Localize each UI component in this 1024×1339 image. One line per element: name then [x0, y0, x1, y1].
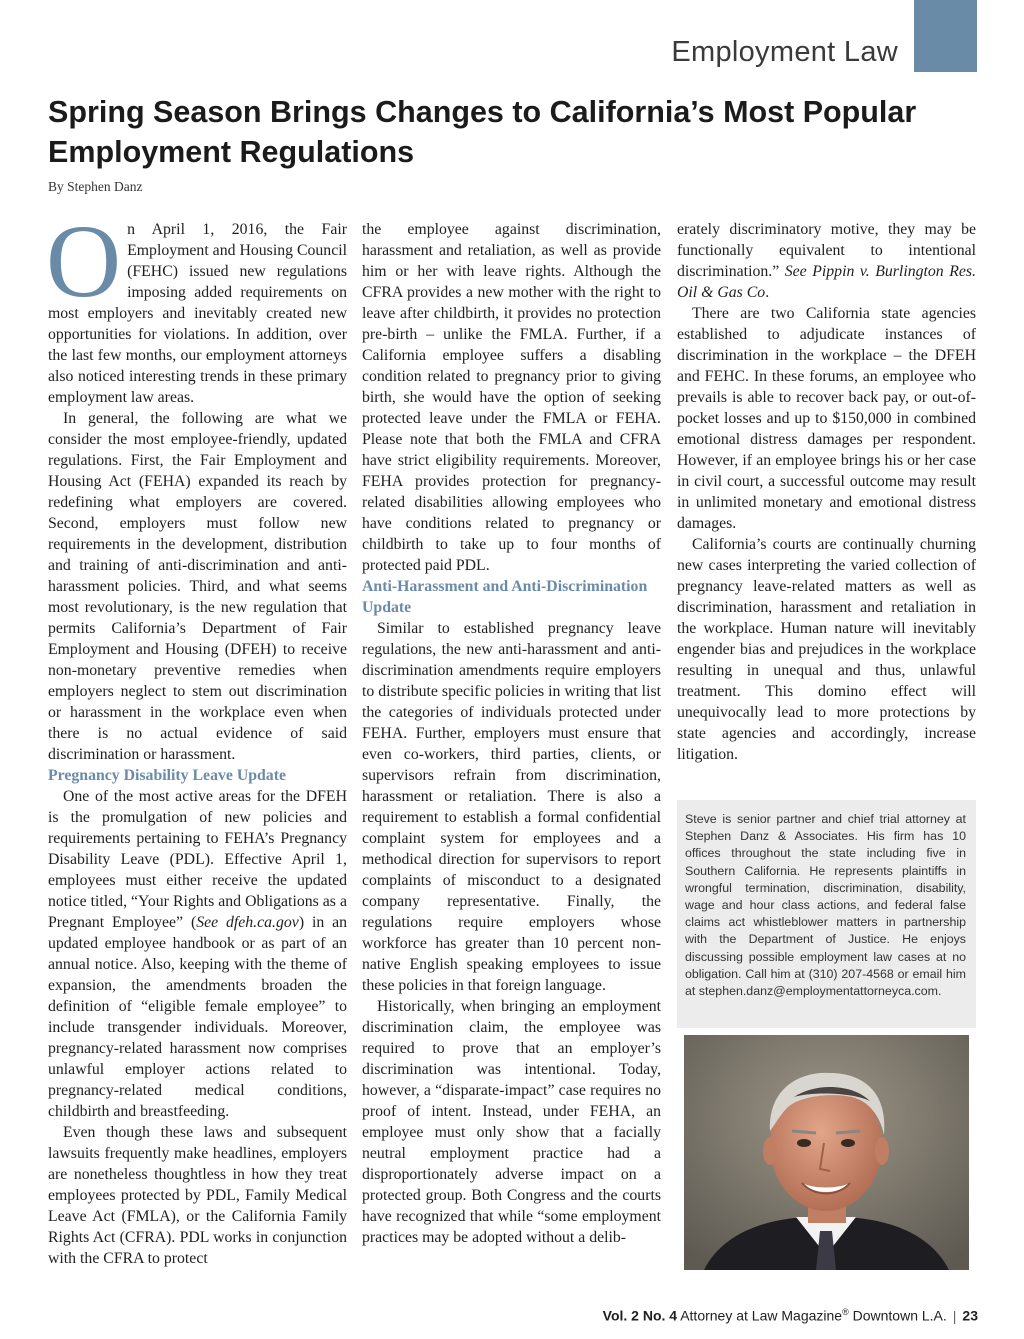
paragraph: California’s courts are continually churning new cases interpreting the varied collection of pregnancy leave-related matters as well as discrimination, harassment and retaliation in the workplace. Human nature will inevitably engender bias and prejudices in the workplace resulting in unequal and thus, unlawful treatment. This domino effect will unequivocally lead to more protections by state agencies and accordingly, increase litigation. — [677, 536, 976, 763]
paragraph-text: One of the most active areas for the DFEH is the promulgation of new policies and requirements pertaining to FEHA’s Pregnancy Disability Leave (PDL). Effective April 1, employees must either receive the updated notice titled, “Your Rights and Obligations as a Pregnant Employee” ( — [48, 788, 347, 931]
magazine-name: Attorney at Law Magazine — [680, 1307, 843, 1324]
subheading-anti-harassment: Anti-Harassment and Anti-Discrimination Update — [362, 578, 648, 616]
author-photo — [684, 1035, 969, 1270]
paragraph-text: n April 1, 2016, the Fair Employment and Housing Council (FEHC) issued new regulations imposing added requirements on most employers and inevitably created new opportunities for violations. In addition, over the last few months, our employment attorneys also noticed interesting trends in these primary employment law areas. — [48, 221, 347, 406]
paragraph: the employee against discrimination, harassment and retaliation, as well as provide him or her with leave rights. Although the CFRA provides a new mother with the right to leave after childbirth, it provides no protection pre-birth – unlike the FMLA. Further, if a California employee suffers a disabling condition related to pregnancy prior to giving birth, she would have the option of seeking protected leave under the FMLA or FEHA. Please note that both the FMLA and CFRA have strict eligibility requirements. Moreover, FEHA provides protection for pregnancy-related disabilities allowing employees who have conditions related to pregnancy or childbirth to take up to four months of protected paid PDL. — [362, 221, 661, 574]
case-citation: See Pippin v. Burlington Res. Oil & Gas Co — [677, 263, 976, 301]
paragraph: Historically, when bringing an employment discrimination claim, the employee was required to prove that an employer’s discrimination was intentional. Today, however, a “disparate-impact” case requires no proof of intent. Instead, under FEHA, an employee must only show that a facially neutral employment practice had a disproportionately adverse impact on a protected group. Both Congress and the courts have recognized that while “some employment practices may be adopted without a delib- — [362, 998, 661, 1246]
byline: By Stephen Danz — [48, 179, 143, 194]
section-color-tab — [914, 0, 977, 72]
article-column-3 — [677, 219, 976, 765]
section-label: Employment Law — [671, 36, 898, 68]
paragraph: There are two California state agencies established to adjudicate instances of discrimination in the workplace – the DFEH and FEHC. In these forums, an employee who prevails is able to recover back pay, or out-of-pocket losses and up to $150,000 in combined emotional distress damages per respondent. However, if an employee brings his or her case in civil court, a successful outcome may result in unlimited monetary and emotional distress damages. — [677, 305, 976, 532]
page-footer — [603, 1307, 978, 1324]
paragraph-text: . — [765, 284, 770, 301]
paragraph-text: erately discriminatory motive, they may be functionally equivalent to intentional discrimination.” — [677, 221, 976, 280]
paragraph: In general, the following are what we consider the most employee-friendly, updated regulations. First, the Fair Employment and Housing Act (FEHA) expanded its reach by redefining what employers are covered. Second, employers must follow new requirements in the development, distribution and training of anti-discrimination and anti-harassment policies. Third, and what seems most revolutionary, is the new regulation that permits California’s Department of Fair Employment and Housing (DFEH) to receive non-monetary preventive remedies when employers neglect to stem out discrimination or harassment in the workplace even when there is no actual evidence of said discrimination or harassment. — [48, 410, 347, 763]
footer-divider: | — [952, 1307, 957, 1324]
issue-number: Vol. 2 No. 4 — [602, 1307, 678, 1324]
edition-name: Downtown L.A. — [852, 1307, 947, 1324]
article-column-1 — [46, 204, 347, 1269]
paragraph — [48, 786, 347, 1122]
paragraph-text: ) in an updated employee handbook or as part of an annual notice. Also, keeping with the theme of expansion, the amendments broaden the definition of “eligible female employee” to include transgender individuals. Moreover, pregnancy-related harassment now comprises unlawful employer actions related to pregnancy-related medical conditions, childbirth and breastfeeding. — [48, 914, 347, 1120]
paragraph — [46, 204, 347, 408]
paragraph: Similar to established pregnancy leave regulations, the new anti-harassment and anti-discrimination amendments require employers to distribute specific policies in writing that list the categories of individuals protected under FEHA. Further, employers must ensure that even co-workers, third parties, clients, or supervisors refrain from discrimination, harassment or retaliation. There is also a requirement to establish a formal confidential complaint system for employees and a methodical direction for supervisors to report complaints of misconduct to a designated company representative. Finally, the regulations require employers whose workforce has greater than 10 percent non-native English speaking employees to issue these policies in that foreign language. — [362, 620, 661, 994]
subheading-pdl: Pregnancy Disability Leave Update — [48, 767, 286, 784]
page-number: 23 — [962, 1307, 978, 1324]
author-bio: Steve is senior partner and chief trial attorney at Stephen Danz & Associates. His firm has 10 offices throughout the state including five in Southern California. He represents plaintiffs in wrongful termination, discrimination, disability, wage and hour class actions, and federal false claims act whistleblower matters in partnership with the Department of Justice. He enjoys discussing possible employment law cases at no obligation. Call him at (310) 207-4568 or email him at stephen.danz@employmentattorneyca.com. — [677, 800, 976, 1028]
paragraph: Even though these laws and subsequent lawsuits frequently make headlines, employers are nonetheless thoughtless in how they treat employees protected by PDL, Family Medical Leave Act (FMLA), or the California Family Rights Act (CFRA). PDL works in conjunction with the CFRA to protect — [48, 1124, 347, 1267]
paragraph — [677, 219, 976, 303]
registered-mark: ® — [842, 1307, 849, 1317]
citation-link-text: See dfeh.ca.gov — [196, 914, 299, 931]
article-column-2 — [362, 219, 661, 1248]
portrait-illustration — [684, 1035, 969, 1270]
drop-cap: O — [46, 204, 122, 319]
article-title: Spring Season Brings Changes to California’s Most Popular Employment Regulations — [48, 95, 917, 169]
